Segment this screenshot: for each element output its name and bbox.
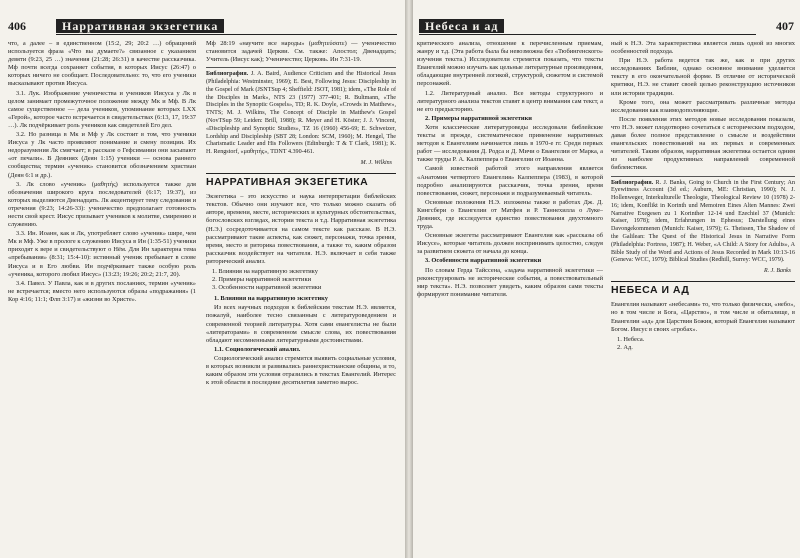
right-page: [413, 0, 800, 558]
paragraph: 3.4. Павел. У Павла, как и в других посланиях, термин «ученик» не встречается; вместо него используются образы «подражания» (1 Кор 4:16; 11:1; Флп 3:17) и «жизни во Христе».: [8, 279, 196, 303]
paragraph: ный к Н.Э. Эта характеристика является лишь одной из многих особенностей подхода.: [611, 40, 795, 56]
outline-item: 1. Влияния на нарративную экзегетику: [212, 267, 318, 275]
paragraph: Самой известной работой этого направления является «Анатомия четвертого Евангелия» Калпеппера (1983), в которой подробно анализируются рассказчик, точка зрения, время повествования, сюжет, персонажи и подразумеваемый читатель.: [417, 165, 603, 197]
section-intro: Экзегетика – это искусство и наука интерпретации библейских текстов. Обычно они изучают все, что только можно сказать об авторе, времени, месте, исторических и культурных обстоятельствах, богословских взглядах, истории текста и т.д. Нарративная экзегетика (Н.Э.) сосредоточивается на самом тексте как рассказе. В Н.Э. рассматривают такие аспекты, как сюжет, персонажи, точка зрения, время, место и риторика повествования, а также то, каким образом рассказчик воздействует на читателя. Н.Э. включает в себя также риторический анализ.: [206, 193, 396, 265]
paragraph: Евангелия называют «небесами» то, что только физически, «небо», но в том числе и Бога, «Царство», в том числе и обиталище, в Евангелии «ад» для Царствия Божия, который Евангелия называют Богом. Иисус в своих «гробах».: [611, 301, 795, 333]
text-column-2: [206, 40, 396, 552]
divider: [206, 67, 396, 68]
section-outline: [206, 268, 396, 292]
section-outline: [611, 336, 795, 352]
bibliography-text: J. A. Baird, Audience Criticism and the Historical Jesus (Philadelphia: Westminster, 1969); E. Best, Following Jesus: Discipleship in the Gospel of Mark (JSNTSup 4; Sheffield: JSOT, 1981); idem, «The Role of the Disciples in Mark», NTS 23 (1977) 377-401; R. Bultmann, «The Disciples in the Synoptic Gospels», TD; R. K. Doyle, «Crowds in Matthew», TNTS; M. J. Wilkins, The Concept of Disciple in Matthew's Gospel (NovTSup 59; Leiden: Brill, 1988); R. Meyer and H. Köster; J. J. Vincent, «Discipleship and Synoptic Studies», TZ 16 (1960) 456-69; E. Schweizer, Lordship and Discipleship (SBT 28; London: SCM, 1960); M. Hengel, The Charismatic Leader and His Followers (Edinburgh: T & T Clark, 1981); K. H. Rengstorf, «μαθητής», TDNT 4.390-461.: [206, 71, 396, 156]
bibliography: [206, 71, 396, 157]
page-number: 406: [8, 19, 26, 33]
running-head: [56, 18, 397, 35]
running-head: [419, 18, 756, 35]
outline-item: 1. Небеса.: [617, 335, 645, 343]
paragraph: После появления этих методов новые исследования показали, что Н.Э. может плодотворно сочетаться с историческим подходом, давая более полное представление о смысле и воздействии евангельских повествований на их первых и современных читателей. Таким образом, нарративная экзегетика остается одним из наиболее продуктивных направлений современной библеистики.: [611, 115, 795, 172]
paragraph: 3.2. Но разница в Мк и Мф у Лк состоит в том, что ученики Иисуса у Лк часто проявляют понимание и смену позиции. Их недоразумения Лк смягчает; в рассказе о Гефсимании они засыпают «от печали». В Деяниях (Деян 1:15) ученики — основа раннего сообщества; термин «ученик» становится обозначением христиан (Деян 6:1 и др.).: [8, 131, 196, 179]
bibliography-label: Библиография.: [206, 71, 249, 78]
bibliography-label: Библиография.: [611, 179, 654, 186]
subheading: 3. Особенности нарративной экзегетики: [425, 257, 542, 265]
subheading: 2. Примеры нарративной экзегетики: [425, 114, 532, 122]
paragraph: 3. Лк слово «ученик» (μαθητής) используется также для обозначения широкого круга последователей (6:17; 19:37), из которых выделяются Двенадцать. Лк акцентирует тему следования и отречения (9:23; 14:26-33): ученичество предполагает готовность нести свой крест. Иисус призывает учеников к молитве, смирению и служению.: [8, 180, 196, 229]
paragraph: Основные экзегеты рассматривают Евангелия как «рассказы об Иисусе», которые читатель должен воспринимать целостно, следуя за развитием сюжета от начала до конца.: [417, 232, 603, 256]
section-title: НАРРАТИВНАЯ ЭКЗЕГЕТИКА: [206, 173, 396, 189]
text-column-3: [417, 40, 603, 552]
paragraph: Социологический анализ стремится выявить социальные условия, в которых возникли и развивались раннехристианские общины, и то, каким образом эти условия отразились в текстах Евангелий. Интерес к этой области в последние десятилетия заметно вырос.: [206, 354, 396, 387]
page-number: 407: [776, 19, 794, 33]
bibliography-text: R. J. Banks, Going to Church in the First Century; An Eyewitness Account (3d ed.; Auburn, ME: Christian, 1990); N. J. Hollenweger, Interkulturelle Theologie, Theological Review 10 (1978) 2-16; idem, Konflikt in Korinth und Memoiren Eines Alten Mannes: Zwei Narrative Exegesen zu 1 Korinther 12-14 und Ezechiel 37 (Munich: Kaiser, 1978); idem, Erfahrungen in Ephesus; Darstellung eines Davongekommenen (Munich: Kaiser, 1979); G. Theissen, The Shadow of the Galilean: The Quest of the Historical Jesus in Narrative Form (Philadelphia: Fortress, 1987); H. Weber, «A Child: A Story for Adults», A Bible Study of the Word and Actions of Jesus Recorded in Mark 10:13-16 (Geneva: WCC, 1979); Biblical Studies (Redhill, Surrey: WCC, 1979).: [611, 179, 795, 264]
outline-item: 2. Ад.: [617, 343, 633, 351]
outline-item: 2. Примеры нарративной экзегетики: [212, 276, 312, 284]
paragraph: 3.3. Ин. Иоанн, как и Лк, употребляет слово «ученик» шире, чем Мк и Мф. Уже в прологе к служению Иисуса в Ин (1:35-51) ученики приходят к вере и свидетельствуют о Нём. Для Ин характерна тема «пребывания» (8:31; 15:4-10): истинный ученик пребывает в слове Иисуса и в Его любви. Ин подчёркивает также особую роль «ученика, которого любил Иисус» (13:23; 19:26; 20:2; 21:7, 20).: [8, 230, 196, 278]
paragraph: Мф 28:19 «научите все народы» (μαθητεύσατε) — ученичество становится задачей Церкви. См. также: Апостол; Двенадцать; Учитель (Иисус как); Ученичество; Церковь. Ин 7:31-19.: [206, 40, 396, 64]
paragraph: 1.2. Литературный анализ. Все методы структурного и литературного анализа текстов ставят в центр внимания сам текст, а не его предысторию.: [417, 89, 603, 113]
author-signature: R. J. Banks: [764, 268, 791, 275]
author-signature: M. J. Wilkins: [360, 160, 392, 167]
text-column-1: [8, 40, 196, 552]
paragraph: критического анализа, отношение к перечисленным приемам, жанру и т.д. (Эта работа была бы невозможна без «Тюбингенского» изучения текста.) Исследователи стремятся показать, что тексты Евангелий можно изучать как цельные литературные произведения, обладающие внутренней логикой, структурой, сюжетом и системой персонажей.: [417, 40, 603, 88]
paragraph: Кроме того, она может рассматривать различные методы исследования как взаимодополняющие.: [611, 98, 795, 114]
text-column-4: [611, 40, 795, 552]
paragraph: что, а далее – в единственном (15:2, 29; 20:2 …) обращений используется фраза «Что вы думаете?» связанное с указанием девяти (9:23, 25 …) значения (21:28; 26:31) в качестве рассказчика. Мф почти всегда сохраняет события, в которых Иисус (26:47) о которых ничего не сообщает. Последовательно: то, что его ученики высказывают против Иисуса.: [8, 40, 196, 88]
divider: [611, 176, 795, 177]
outline-item: 3. Особенности нарративной экзегетики: [212, 284, 322, 292]
paragraph: Хотя классические литературоведы исследовали библейские тексты и прежде, систематическое применение нарративных методов к Евангелиям начинается лишь в 1970-е гг. Среди первых работ — исследования Д. Родса и Д. Мичи о Евангелии от Марка, а также труды Р. А. Калпеппера о Евангелии от Иоанна.: [417, 123, 603, 164]
paragraph: При Н.Э. работа ведется так же, как и при других исследованиях Библии, однако основное внимание уделяется тексту в его окончательной форме. В отличие от исторической критики, Н.Э. не ставит своей целью реконструкцию источников или истории традиции.: [611, 57, 795, 97]
book-gutter: [405, 0, 413, 558]
running-head-text: Небеса и ад: [419, 19, 504, 33]
subheading: 1.1. Социологический анализ.: [214, 345, 301, 353]
paragraph: По словам Герда Тайссена, «задача нарративной экзегетики — реконструировать не исторические события, а повествовательный мир текста». Н.Э. позволяет увидеть, каким образом сами тексты формируют понимание читателя.: [417, 266, 603, 298]
running-head-text: Нарративная экзегетика: [56, 19, 224, 33]
bibliography: [611, 180, 795, 266]
subheading: 1. Влияния на нарративную экзегетику: [214, 295, 328, 303]
paragraph: Из всех научных подходов к библейским текстам Н.Э. является, пожалуй, наиболее тесно связанным с литературоведением и современной теорией литературы. Хотя сами евангелисты не были «литераторами» в современном смысле слова, их повествования обладают несомненными литературными достоинствами.: [206, 304, 396, 344]
paragraph: Основные положения Н.Э. изложены также в работах Дж. Д. Кингсбери о Евангелии от Матфея и Р. Таннехилла о Луке–Деяниях, где исследуется единство повествования двухтомного труда.: [417, 198, 603, 231]
section-title: НЕБЕСА И АД: [611, 281, 795, 297]
paragraph: 3.1. Лук. Изображение ученичества и учеников Иисуса у Лк в целом занимает промежуточное положение между Мк и Мф. В Лк самое существенное — дела учеников, упоминание которых LXX «Герой», которое часто встречается в свидетельствах (6:13, 17, 19:37 …). Лк подчёркивает роль учеников как свидетелей Его дел.: [8, 89, 196, 129]
